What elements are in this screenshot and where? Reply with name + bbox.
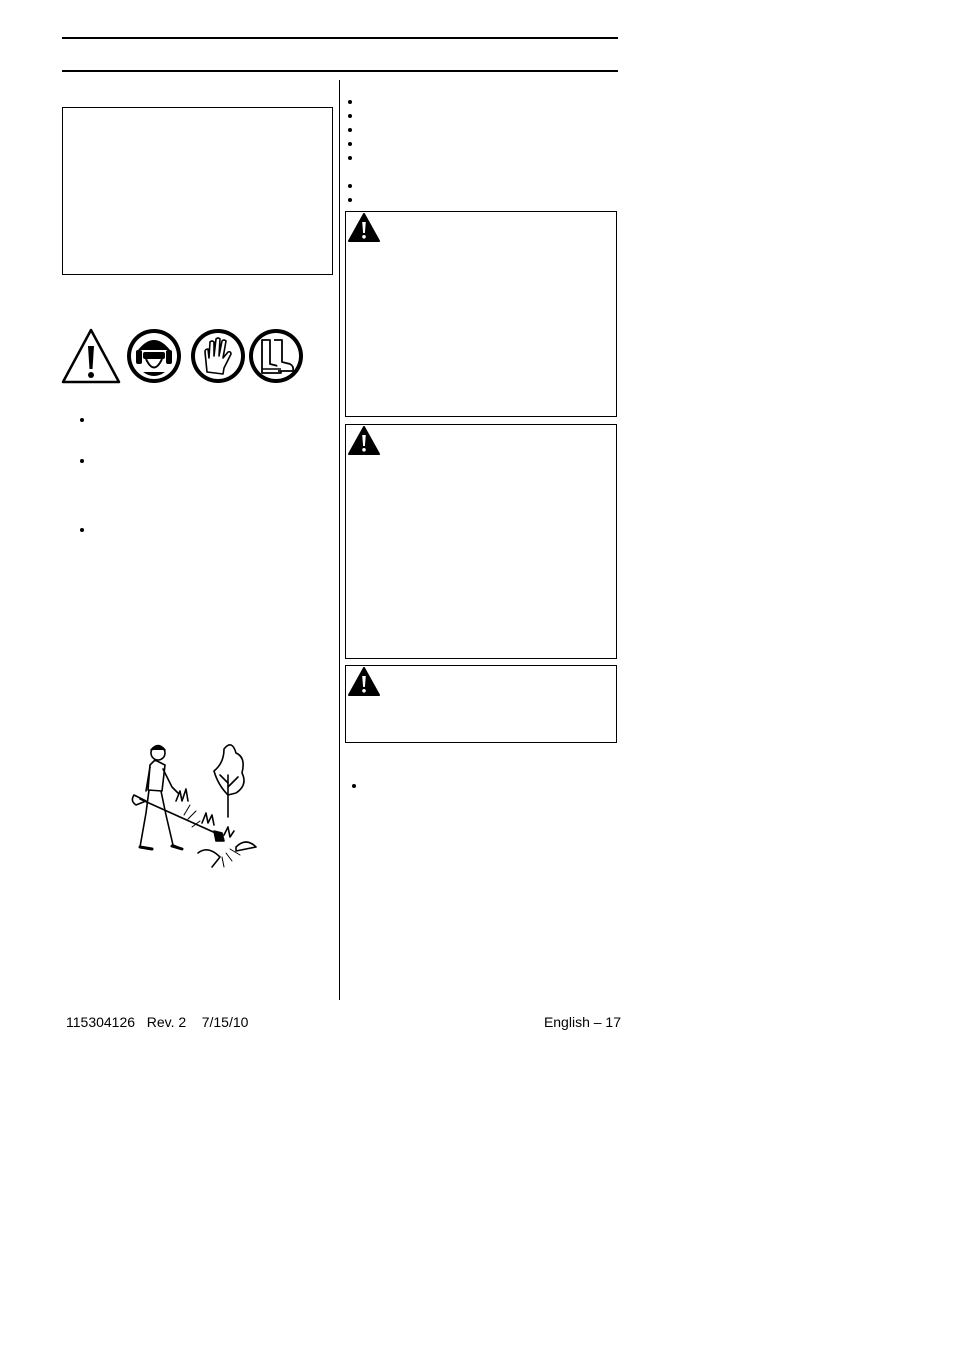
notice-box <box>62 107 333 275</box>
warning-triangle-icon <box>348 426 380 455</box>
gloves-icon <box>191 329 245 383</box>
revision-date: 7/15/10 <box>201 1014 249 1030</box>
header-rule-top <box>62 37 618 39</box>
list-bullet <box>352 784 356 788</box>
page-label: English – 17 <box>543 1014 621 1030</box>
warning-box <box>345 211 617 417</box>
header-rule-bottom <box>62 70 618 72</box>
list-bullet <box>348 128 352 132</box>
list-bullet <box>80 528 84 532</box>
warning-triangle-icon <box>348 667 380 696</box>
list-bullet <box>348 198 352 202</box>
revision: Rev. 2 <box>146 1014 187 1030</box>
warning-triangle-icon <box>348 213 380 242</box>
list-bullet <box>348 156 352 160</box>
doc-number: 115304126 <box>66 1014 136 1030</box>
warning-box <box>345 424 617 659</box>
list-bullet <box>348 184 352 188</box>
warning-box <box>345 665 617 743</box>
column-divider <box>339 80 340 1000</box>
list-bullet <box>80 418 84 422</box>
head-protection-icon <box>127 329 181 383</box>
list-bullet <box>348 100 352 104</box>
boots-icon <box>249 329 303 383</box>
list-bullet <box>348 114 352 118</box>
list-bullet <box>80 459 84 463</box>
safety-icons-row <box>61 327 305 385</box>
list-bullet <box>348 142 352 146</box>
footer-doc-info <box>66 1014 248 1030</box>
trimmer-operator-illustration <box>128 735 258 870</box>
warning-triangle-icon <box>63 330 119 382</box>
